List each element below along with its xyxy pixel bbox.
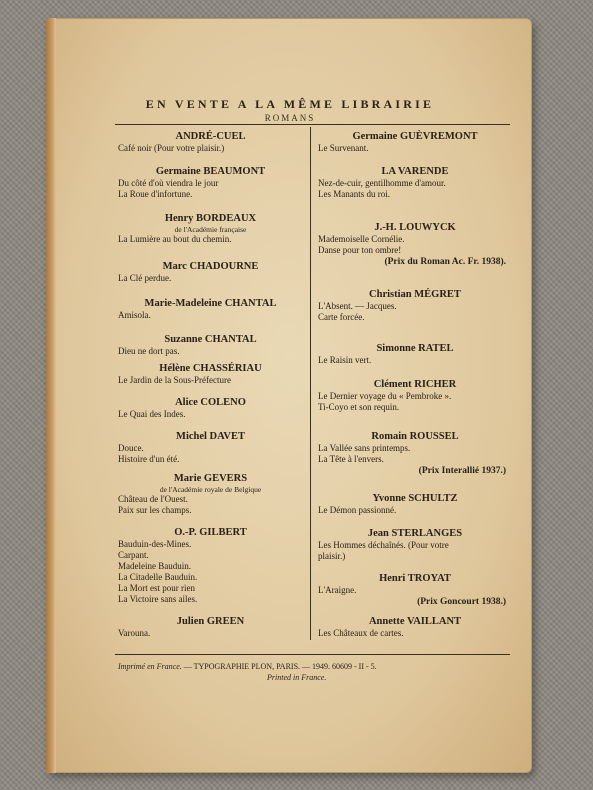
author-name: Annette VAILLANT (368, 616, 462, 627)
author-name: Clément RICHER (373, 379, 457, 390)
book-title: Les Châteaux de cartes. (318, 628, 404, 638)
book-title: La Vallée sans printemps. (318, 443, 411, 453)
author-name: Henri TROYAT (379, 573, 451, 584)
book-title: La Roue d'infortune. (118, 189, 193, 199)
author-name: Alice COLENO (175, 397, 246, 408)
book-title: Carte forcée. (318, 312, 365, 322)
column-divider (310, 127, 311, 640)
author-name: Julien GREEN (176, 616, 245, 627)
book-title: Les Hommes déchaînés. (Pour votre (318, 540, 449, 550)
author-name: Yvonne SCHULTZ (372, 493, 458, 504)
book-title: L'Araigne. (318, 585, 357, 595)
header-rule (115, 124, 510, 125)
author-name: Suzanne CHANTAL (164, 334, 257, 345)
book-title: Madeleine Bauduin. (118, 561, 191, 571)
book-title: Nez-de-cuir, gentilhomme d'amour. (318, 178, 446, 188)
book-title: plaisir.) (318, 551, 346, 561)
book-entry (318, 288, 512, 323)
book-title: Histoire d'un été. (118, 454, 180, 464)
author-name: Marc CHADOURNE (162, 261, 259, 272)
book-entry (318, 130, 512, 154)
book-title: La Tête à l'envers. (318, 454, 384, 464)
book-title: Le Raisin vert. (318, 355, 372, 365)
imprint-label: Imprimé en France. (118, 662, 182, 671)
book-title: Amisola. (118, 310, 151, 320)
book-entry (118, 297, 303, 321)
book-title: Café noir (Pour votre plaisir.) (118, 143, 225, 153)
author-note: de l'Académie française (174, 225, 247, 234)
page-title: EN VENTE A LA MÊME LIBRAIRIE (145, 97, 435, 111)
author-name: Hélène CHASSÉRIAU (159, 363, 262, 374)
book-title: Château de l'Ouest. (118, 494, 188, 504)
book-title: Paix sur les champs. (118, 505, 192, 515)
book-title: La Citadelle Bauduin. (118, 572, 198, 582)
author-name: Germaine BEAUMONT (155, 166, 266, 177)
prize-note: (Prix du Roman Ac. Fr. 1938). (384, 257, 506, 267)
author-name: Germaine GUÈVREMONT (352, 131, 478, 142)
book-title: L'Absent. — Jacques. (318, 301, 397, 311)
author-note: de l'Académie royale de Belgique (159, 485, 262, 494)
book-title: La Mort est pour rien (118, 583, 195, 593)
author-name: J.-H. LOUWYCK (374, 222, 456, 233)
book-entry (118, 430, 303, 465)
book-title: Dieu ne dort pas. (118, 346, 180, 356)
book-title: Mademoiselle Cornélie. (318, 234, 405, 244)
imprint-line (118, 662, 518, 671)
book-title: Le Quai des Indes. (118, 409, 186, 419)
book-entry (118, 615, 303, 639)
author-name: Romain ROUSSEL (371, 431, 459, 442)
prize-note: (Prix Interallié 1937.) (418, 466, 506, 476)
imprint-details: — TYPOGRAPHIE PLON, PARIS. — 1949. 60609 - II - 5. (181, 662, 377, 671)
book-title: Danse pour ton ombre! (318, 245, 402, 255)
book-entry (318, 221, 512, 268)
footer-rule (115, 654, 510, 655)
book-title: Varouna. (118, 628, 151, 638)
author-name: Marie GEVERS (173, 473, 248, 484)
book-title: Ti-Coyo et son requin. (318, 402, 400, 412)
book-title: Le Démon passionné. (318, 505, 397, 515)
book-entry (118, 333, 303, 357)
book-entry (318, 492, 512, 516)
prize-note: (Prix Goncourt 1938.) (417, 597, 506, 607)
book-entry (118, 472, 303, 516)
author-name: Henry BORDEAUX (164, 213, 257, 224)
book-title: Bauduin-des-Mines. (118, 539, 192, 549)
book-entry (318, 527, 512, 562)
book-entry (118, 526, 303, 605)
book-entry (118, 362, 303, 386)
book-title: Le Survenant. (318, 143, 369, 153)
book-entry (318, 378, 512, 413)
section-subtitle: ROMANS (264, 113, 316, 123)
author-name: Christian MÉGRET (369, 289, 461, 300)
book-title: La Victoire sans ailes. (118, 594, 198, 604)
book-entry (118, 212, 303, 245)
book-entry (318, 615, 512, 639)
book-title: La Clé perdue. (118, 273, 172, 283)
book-entry (318, 165, 512, 200)
book-title: Le Dernier voyage du « Pembroke ». (318, 391, 452, 401)
book-entry (118, 165, 303, 200)
book-title: Carpant. (118, 550, 149, 560)
printed-in-france: Printed in France. (267, 673, 327, 682)
book-title: Le Jardin de la Sous-Préfecture (118, 375, 231, 385)
author-name: Michel DAVET (176, 431, 245, 442)
author-name: Simonne RATEL (376, 343, 454, 354)
book-title: La Lumière au bout du chemin. (118, 234, 232, 244)
book-entry (118, 130, 303, 154)
author-name: Marie-Madeleine CHANTAL (144, 298, 277, 309)
author-name: LA VARENDE (381, 166, 449, 177)
author-name: ANDRÉ-CUEL (175, 131, 246, 142)
book-entry (318, 342, 512, 366)
book-spine-edge (46, 18, 56, 773)
book-entry (318, 430, 512, 477)
author-name: Jean STERLANGES (367, 528, 463, 539)
author-name: O.-P. GILBERT (174, 527, 247, 538)
book-entry (118, 260, 303, 284)
book-title: Du côté d'où viendra le jour (118, 178, 219, 188)
book-title: Douce. (118, 443, 144, 453)
book-entry (318, 572, 512, 608)
book-entry (118, 396, 303, 420)
book-title: Les Manants du roi. (318, 189, 390, 199)
